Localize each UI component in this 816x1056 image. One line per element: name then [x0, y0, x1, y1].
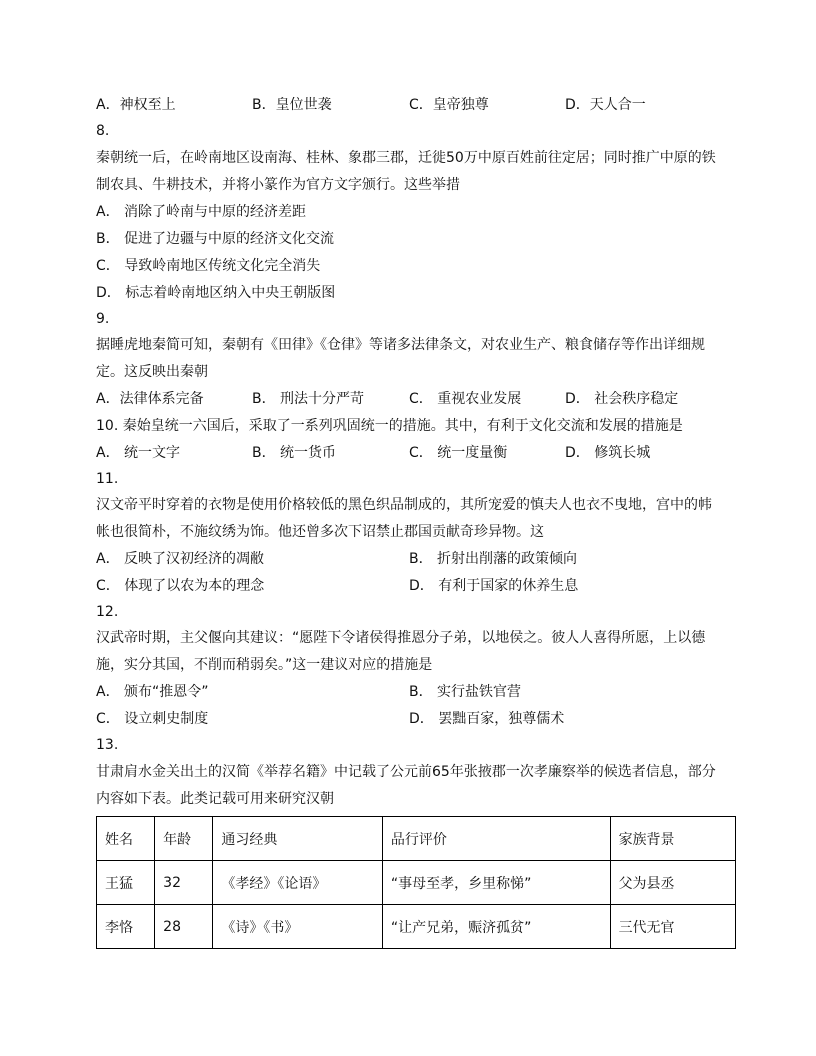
table-header: 品行评价 [382, 817, 610, 861]
table-cell: 王猛 [97, 861, 155, 905]
q9-stem-line-1: 据睡虎地秦简可知，秦朝有《田律》《仓律》等诸多法律条文，对农业生产、粮食储存等作出详细规 [96, 337, 705, 353]
recommendation-table [96, 816, 736, 949]
table-cell: 三代无官 [610, 905, 735, 949]
q12-option-d[interactable]: D． 罢黜百家，独尊儒术 [409, 711, 565, 727]
table-cell: 32 [155, 861, 213, 905]
table-header-row [97, 817, 736, 861]
q7-option-b[interactable]: B．皇位世袭 [252, 97, 332, 113]
q9-stem-line-2: 定。这反映出秦朝 [96, 364, 208, 380]
q12-option-c[interactable]: C． 设立刺史制度 [96, 711, 209, 727]
q8-stem-line-1: 秦朝统一后，在岭南地区设南海、桂林、象郡三郡，迁徙50万中原百姓前往定居；同时推广中原的铁 [96, 150, 716, 166]
q12-number: 12. [96, 604, 119, 620]
table-cell: 《诗》《书》 [213, 905, 383, 949]
q11-stem-line-2: 帐也很简朴，不施纹绣为饰。他还曾多次下诏禁止郡国贡献奇珍异物。这 [96, 524, 544, 540]
q10-option-a[interactable]: A． 统一文字 [96, 445, 181, 461]
q13-stem-line-2: 内容如下表。此类记载可用来研究汉朝 [96, 791, 334, 807]
q12-stem-line-1: 汉武帝时期，主父偃向其建议：“愿陛下令诸侯得推恩分子弟，以地侯之。彼人人喜得所愿，上以德 [96, 630, 706, 646]
q11-option-b[interactable]: B． 折射出削藩的政策倾向 [409, 551, 578, 567]
table-header: 姓名 [97, 817, 155, 861]
q11-option-a[interactable]: A． 反映了汉初经济的凋敝 [96, 551, 265, 567]
q8-option-d[interactable]: D． 标志着岭南地区纳入中央王朝版图 [96, 285, 336, 301]
q10-option-c[interactable]: C． 统一度量衡 [409, 445, 508, 461]
table-header: 家族背景 [610, 817, 735, 861]
q12-option-a[interactable]: A． 颁布“推恩令” [96, 684, 209, 700]
q12-stem-line-2: 施，实分其国，不削而稍弱矣。”这一建议对应的措施是 [96, 657, 433, 673]
q10-stem: 10. 秦始皇统一六国后，采取了一系列巩固统一的措施。其中，有利于文化交流和发展的措施是 [96, 418, 683, 434]
q7-option-c[interactable]: C．皇帝独尊 [409, 97, 489, 113]
q8-stem-line-2: 制农具、牛耕技术，并将小篆作为官方文字颁行。这些举措 [96, 177, 460, 193]
table-cell: 李恪 [97, 905, 155, 949]
q9-option-c[interactable]: C． 重视农业发展 [409, 391, 522, 407]
q12-option-b[interactable]: B． 实行盐铁官营 [409, 684, 522, 700]
table-cell: 父为县丞 [610, 861, 735, 905]
table-cell: “事母至孝，乡里称悌” [382, 861, 610, 905]
table-header: 通习经典 [213, 817, 383, 861]
q9-option-d[interactable]: D． 社会秩序稳定 [565, 391, 679, 407]
q10-option-b[interactable]: B． 统一货币 [252, 445, 337, 461]
q11-stem-line-1: 汉文帝平时穿着的衣物是使用价格较低的黑色织品制成的，其所宠爱的慎夫人也衣不曳地，宫中的帏 [96, 497, 712, 513]
q8-number: 8. [96, 123, 110, 139]
table-cell: 《孝经》《论语》 [213, 861, 383, 905]
q8-option-b[interactable]: B． 促进了边疆与中原的经济文化交流 [96, 231, 335, 247]
q9-option-b[interactable]: B． 刑法十分严苛 [252, 391, 365, 407]
q10-option-d[interactable]: D． 修筑长城 [565, 445, 651, 461]
q8-option-c[interactable]: C． 导致岭南地区传统文化完全消失 [96, 258, 321, 274]
q7-option-a[interactable]: A．神权至上 [96, 97, 176, 113]
q9-option-a[interactable]: A．法律体系完备 [96, 391, 204, 407]
q7-option-d[interactable]: D．天人合一 [565, 97, 646, 113]
q11-number: 11. [96, 471, 119, 487]
q13-number: 13. [96, 737, 119, 753]
table-header: 年龄 [155, 817, 213, 861]
table-cell: “让产兄弟，赈济孤贫” [382, 905, 610, 949]
q11-option-c[interactable]: C． 体现了以农为本的理念 [96, 578, 265, 594]
q9-number: 9. [96, 311, 110, 327]
table-cell: 28 [155, 905, 213, 949]
table-row [97, 905, 736, 949]
q11-option-d[interactable]: D． 有利于国家的休养生息 [409, 578, 579, 594]
table-row [97, 861, 736, 905]
q8-option-a[interactable]: A． 消除了岭南与中原的经济差距 [96, 204, 307, 220]
q13-stem-line-1: 甘肃肩水金关出土的汉简《举荐名籍》中记载了公元前65年张掖郡一次孝廉察举的候选者信息，部分 [96, 764, 716, 780]
